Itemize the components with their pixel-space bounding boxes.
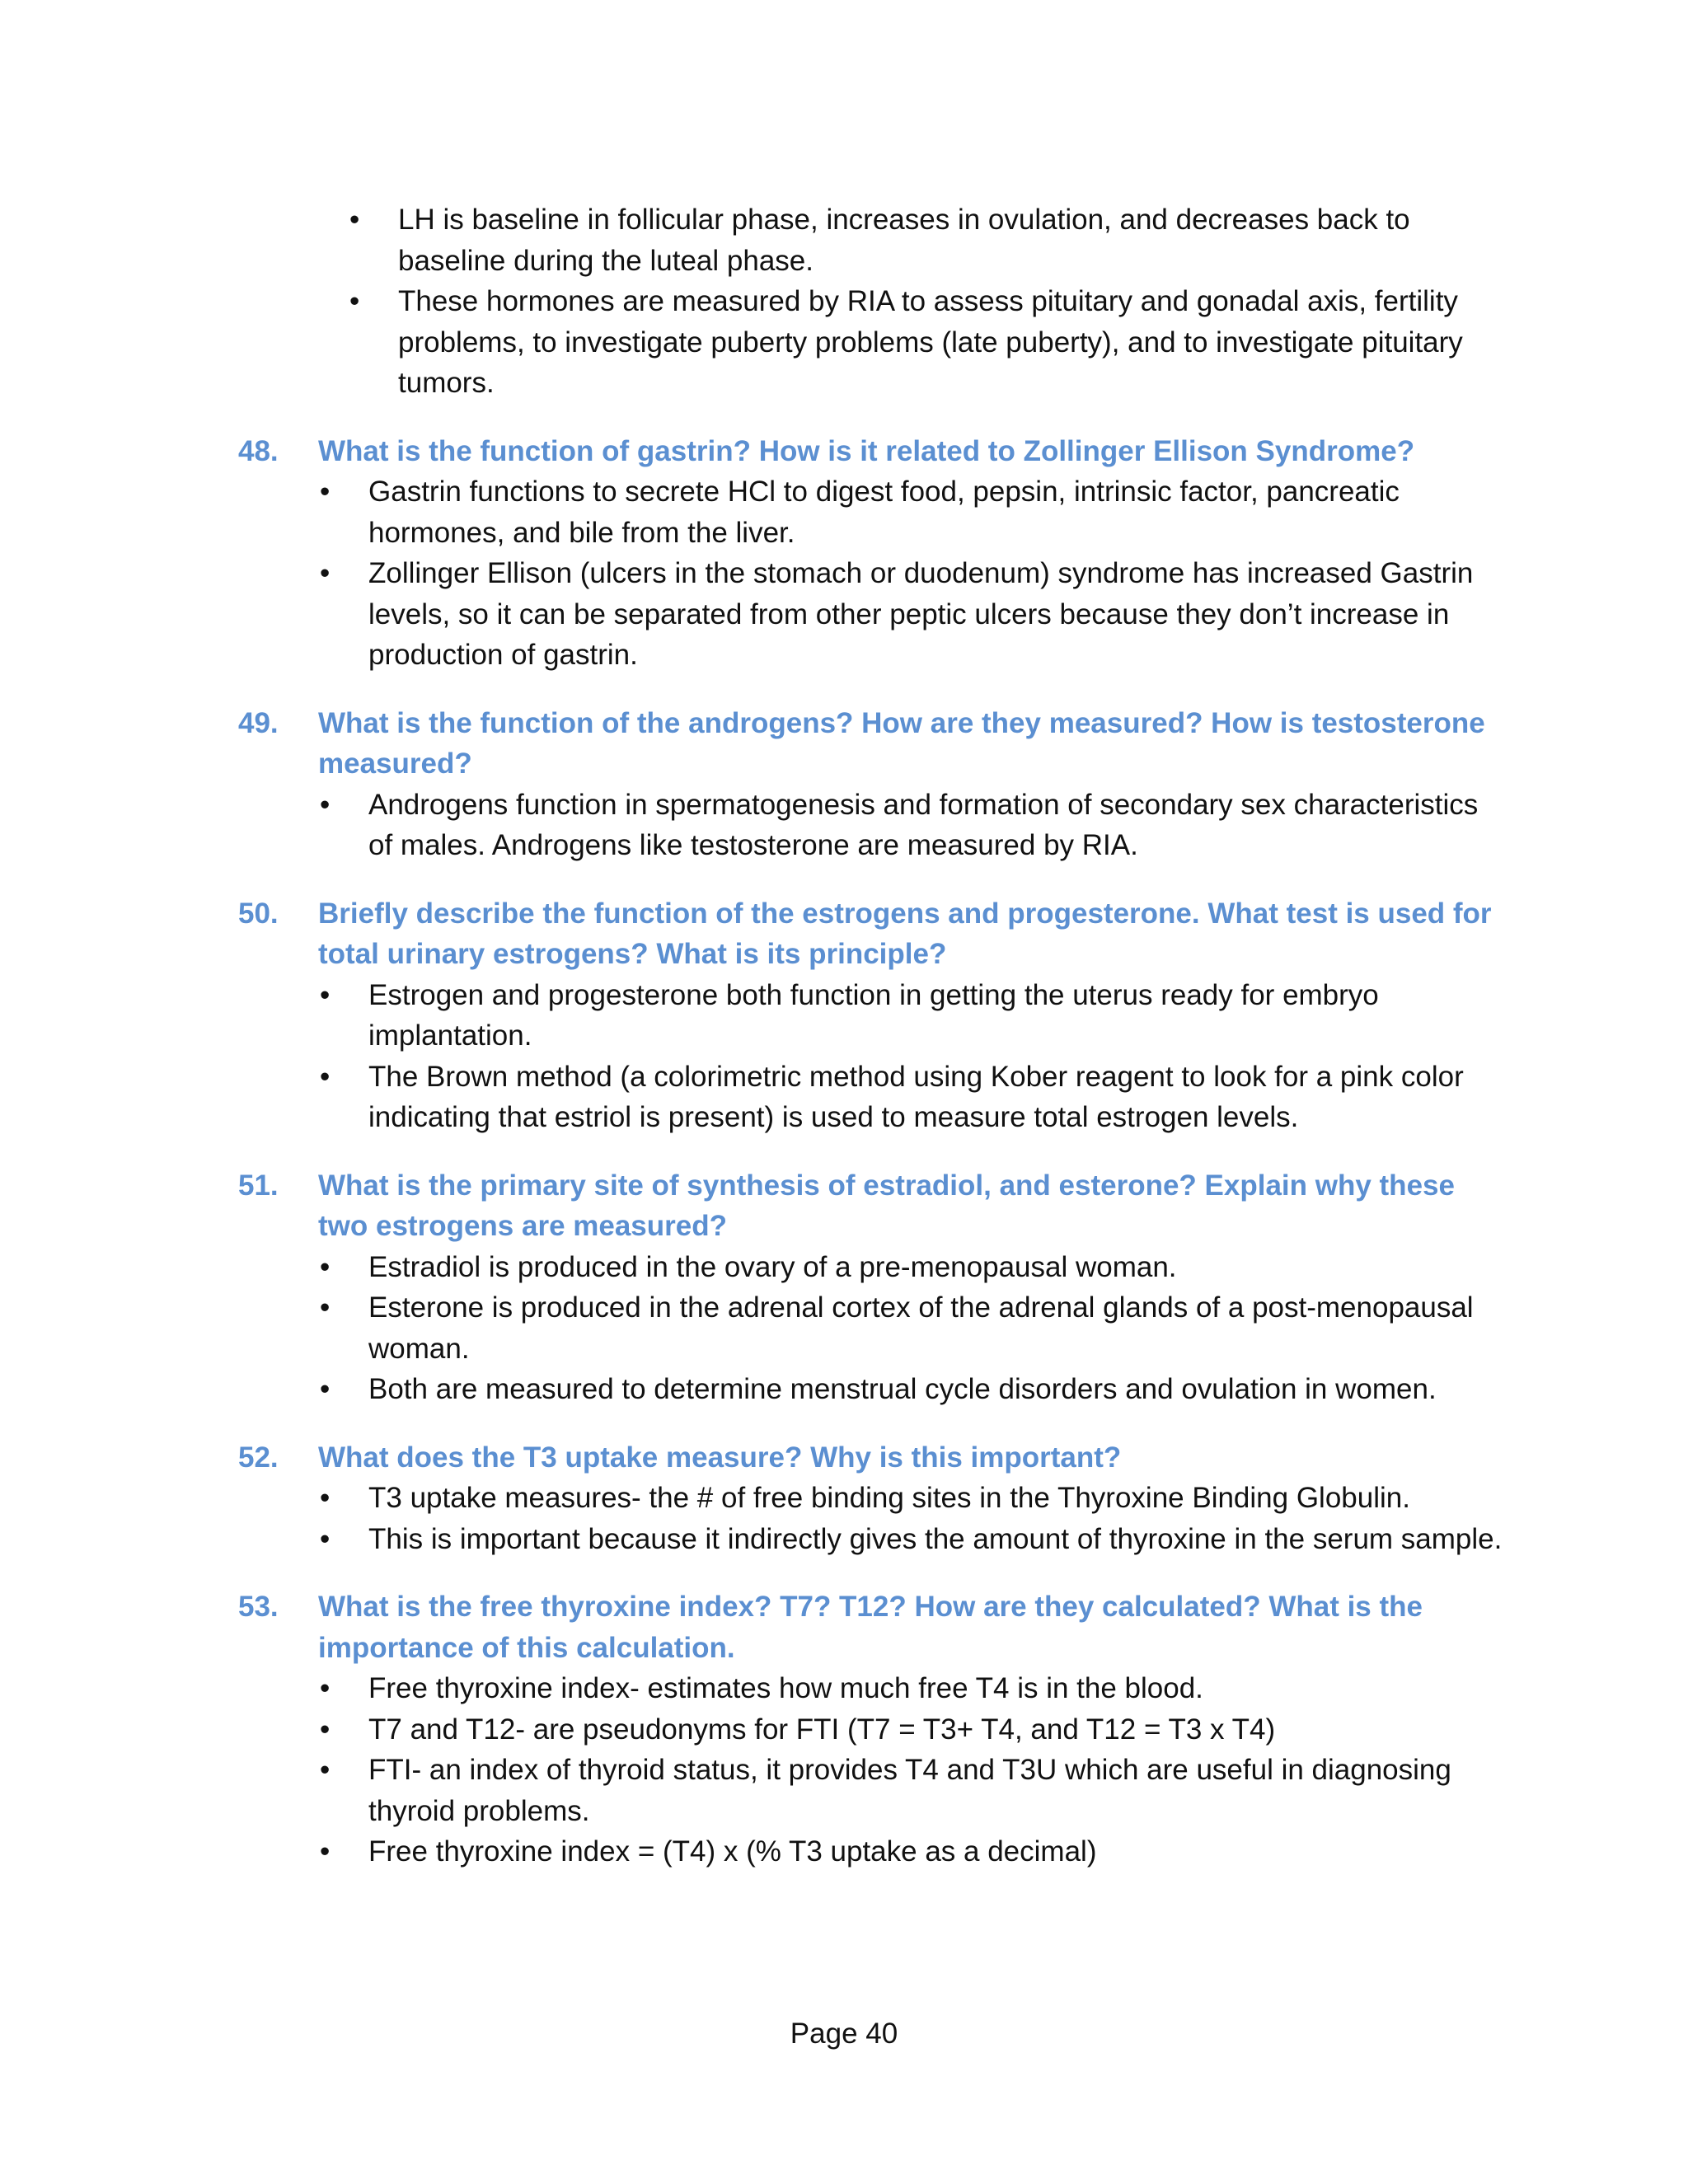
bullet-item bbox=[235, 1519, 1504, 1560]
answer-bullet-list bbox=[235, 1478, 1504, 1559]
bullet-item bbox=[235, 1750, 1504, 1831]
bullet-item bbox=[235, 1709, 1504, 1750]
bullet-text: Both are measured to determine menstrual cycle disorders and ovulation in women. bbox=[368, 1373, 1437, 1405]
bullet-icon: • bbox=[320, 1754, 331, 1786]
question-heading bbox=[235, 1586, 1504, 1668]
question-text: What is the function of gastrin? How is it related to Zollinger Ellison Syndrome? bbox=[318, 434, 1415, 467]
bullet-text: Androgens function in spermatogenesis and formation of secondary sex characteristics of males. Androgens like testosterone are measured by RIA. bbox=[368, 788, 1479, 861]
bullet-text: LH is baseline in follicular phase, increases in ovulation, and decreases back to baseline during the luteal phase. bbox=[398, 204, 1410, 277]
bullet-text: Estrogen and progesterone both function in getting the uterus ready for embryo implantation. bbox=[368, 978, 1379, 1052]
answer-bullet-list bbox=[235, 471, 1504, 676]
bullet-item bbox=[235, 553, 1504, 676]
bullet-icon: • bbox=[320, 1250, 331, 1283]
answer-bullet-list bbox=[235, 975, 1504, 1138]
bullet-icon: • bbox=[320, 1713, 331, 1746]
answer-bullet-list bbox=[235, 785, 1504, 866]
bullet-icon: • bbox=[320, 1291, 331, 1324]
question-text: What is the free thyroxine index? T7? T12? How are they calculated? What is the importance of this calculation. bbox=[318, 1591, 1423, 1664]
bullet-icon: • bbox=[320, 1522, 331, 1555]
bullet-item bbox=[235, 975, 1504, 1057]
intro-bullet-list bbox=[235, 199, 1504, 404]
bullet-text: This is important because it indirectly gives the amount of thyroxine in the serum sample. bbox=[368, 1522, 1503, 1555]
question-number: 49. bbox=[238, 706, 279, 739]
bullet-icon: • bbox=[320, 1373, 331, 1405]
bullet-item bbox=[235, 1247, 1504, 1288]
bullet-icon: • bbox=[320, 1672, 331, 1704]
question-heading bbox=[235, 893, 1504, 975]
bullet-text: Free thyroxine index = (T4) x (% T3 uptake as a decimal) bbox=[368, 1835, 1097, 1868]
question-heading bbox=[235, 1437, 1504, 1479]
page-content bbox=[235, 199, 1504, 1872]
question-number: 52. bbox=[238, 1441, 279, 1474]
bullet-item bbox=[235, 1668, 1504, 1709]
bullet-icon: • bbox=[349, 204, 360, 236]
bullet-item bbox=[235, 1369, 1504, 1410]
bullet-icon: • bbox=[320, 978, 331, 1011]
bullet-icon: • bbox=[349, 285, 360, 317]
page-number-footer: Page 40 bbox=[790, 2018, 898, 2050]
question-heading bbox=[235, 1165, 1504, 1247]
bullet-text: The Brown method (a colorimetric method using Kober reagent to look for a pink color indicating that estriol is present) is used to measure total estrogen levels. bbox=[368, 1060, 1464, 1133]
bullet-text: FTI- an index of thyroid status, it provides T4 and T3U which are useful in diagnosing thyroid problems. bbox=[368, 1754, 1451, 1827]
answer-bullet-list bbox=[235, 1247, 1504, 1410]
question-number: 53. bbox=[238, 1591, 279, 1623]
bullet-text: T3 uptake measures- the # of free binding sites in the Thyroxine Binding Globulin. bbox=[368, 1482, 1410, 1514]
bullet-text: Zollinger Ellison (ulcers in the stomach or duodenum) syndrome has increased Gastrin levels, so it can be separated from other peptic ulcers because they don’t increase in production of gastrin. bbox=[368, 557, 1474, 671]
question-heading bbox=[235, 703, 1504, 785]
bullet-icon: • bbox=[320, 476, 331, 508]
bullet-item bbox=[235, 199, 1504, 281]
bullet-text: Free thyroxine index- estimates how much free T4 is in the blood. bbox=[368, 1672, 1203, 1704]
question-text: What is the primary site of synthesis of estradiol, and esterone? Explain why these two estrogens are measured? bbox=[318, 1169, 1455, 1242]
bullet-text: Esterone is produced in the adrenal cortex of the adrenal glands of a post-menopausal woman. bbox=[368, 1291, 1474, 1365]
bullet-text: Estradiol is produced in the ovary of a pre-menopausal woman. bbox=[368, 1250, 1177, 1283]
bullet-item bbox=[235, 281, 1504, 404]
bullet-item bbox=[235, 1287, 1504, 1369]
bullet-text: T7 and T12- are pseudonyms for FTI (T7 = T3+ T4, and T12 = T3 x T4) bbox=[368, 1713, 1276, 1746]
question-number: 50. bbox=[238, 897, 279, 930]
question-text: What does the T3 uptake measure? Why is this important? bbox=[318, 1441, 1122, 1474]
bullet-item bbox=[235, 785, 1504, 866]
bullet-icon: • bbox=[320, 557, 331, 589]
bullet-icon: • bbox=[320, 1482, 331, 1514]
answer-bullet-list bbox=[235, 1668, 1504, 1872]
bullet-text: Gastrin functions to secrete HCl to digest food, pepsin, intrinsic factor, pancreatic hormones, and bile from the liver. bbox=[368, 476, 1400, 549]
question-number: 48. bbox=[238, 434, 279, 467]
question-text: Briefly describe the function of the estrogens and progesterone. What test is used for total urinary estrogens? What is its principle? bbox=[318, 897, 1492, 970]
bullet-item bbox=[235, 1831, 1504, 1872]
bullet-text: These hormones are measured by RIA to assess pituitary and gonadal axis, fertility problems, to investigate puberty problems (late puberty), and to investigate pituitary tumors. bbox=[398, 285, 1463, 399]
question-number: 51. bbox=[238, 1169, 279, 1202]
bullet-item bbox=[235, 1057, 1504, 1138]
bullet-item bbox=[235, 471, 1504, 553]
bullet-item bbox=[235, 1478, 1504, 1519]
bullet-icon: • bbox=[320, 788, 331, 821]
bullet-icon: • bbox=[320, 1060, 331, 1093]
question-text: What is the function of the androgens? How are they measured? How is testosterone measured? bbox=[318, 706, 1485, 780]
question-heading bbox=[235, 431, 1504, 472]
bullet-icon: • bbox=[320, 1835, 331, 1868]
